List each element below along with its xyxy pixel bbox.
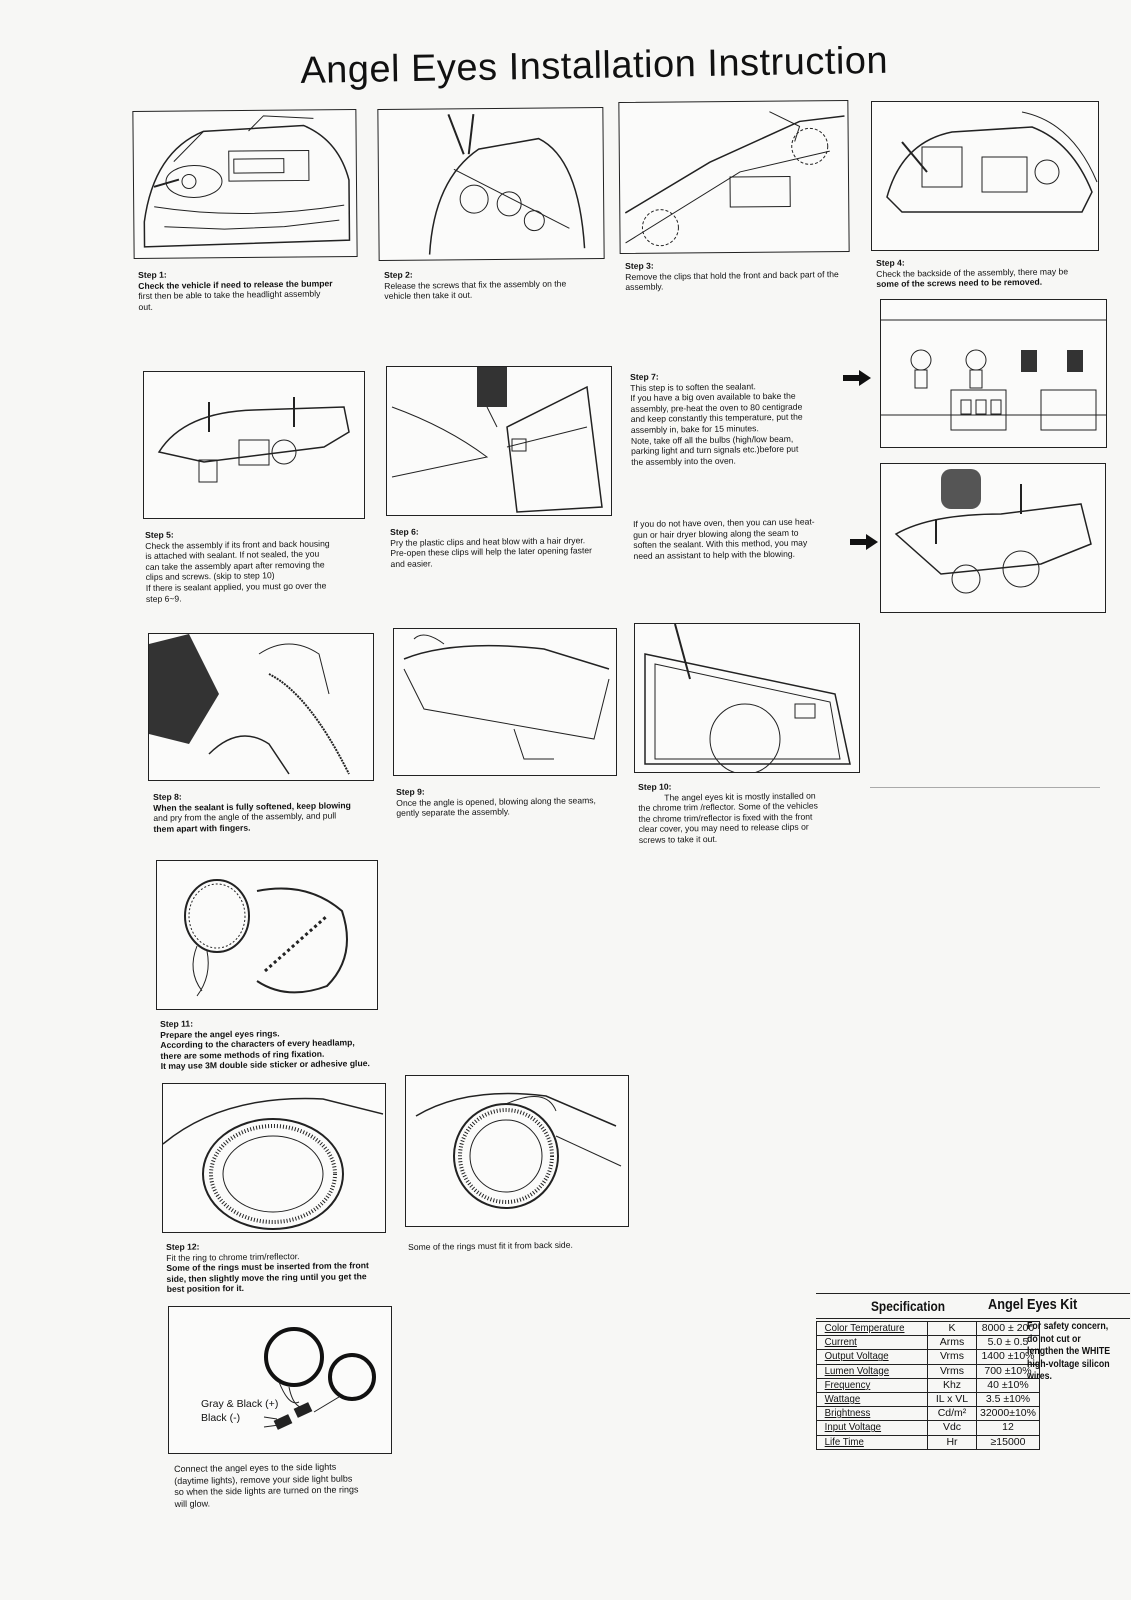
figure-step8-pull-apart [148,633,374,781]
spec-row [817,1322,1040,1336]
figure-backside-ring [405,1075,629,1227]
figure-step1-car-front [132,109,357,259]
caption-step12: Step 12: Fit the ring to chrome trim/reflector. Some of the rings must be inserted from the front side, then slightly move the ring until you get the best position for it. [166,1241,369,1295]
spec-name: Current [821,1336,923,1350]
arrow-right-icon [843,370,871,386]
spec-name: Color Temperature [821,1322,923,1336]
spec-unit: Cd/m² [928,1407,977,1421]
figure-step10-chrome-trim [634,623,860,773]
caption-step6: Step 6: Pry the plastic clips and heat blow with a hair dryer. Pre-open these clips will help the later opening faster and easier. [390,526,593,569]
spec-unit: IL x VL [928,1392,977,1406]
spec-name: Input Voltage [821,1421,923,1435]
caption-step9: Step 9: Once the angle is opened, blowing along the seams, gently separate the assembly. [396,786,596,819]
spec-row [817,1336,1040,1350]
label-gray-black: Gray & Black (+) [201,1398,279,1410]
spec-unit: Vdc [928,1421,977,1435]
spec-value: 32000±10% [977,1407,1040,1421]
caption-step10: Step 10: The angel eyes kit is mostly installed on the chrome trim /reflector. Some of the vehicles the chrome trim/reflector is fixed with the front clear cover, you may need to release clips or screws to take it out. [638,781,819,845]
spec-row [817,1421,1040,1435]
caption-step7: Step 7: This step is to soften the sealant. If you have a big oven available to bake the assembly, pre-heat the oven to 80 centigrade and keep constantly this temperature, put the assembly in, bake for 15 minutes. Note, take off all the bulbs (high/low beam, parking light and turn signals etc.)before put the assembly into the oven. [630,371,803,467]
caption-step2: Step 2: Release the screws that fix the assembly on the vehicle then take it out. [384,269,567,302]
spec-value: 8000 ± 200 [977,1322,1040,1336]
safety-warning: For safety concern, do not cut or lengthen the WHITE high-voltage silicon wires. [1027,1321,1111,1382]
spec-table [816,1321,1040,1450]
divider-line [870,787,1100,788]
document-title: Angel Eyes Installation Instruction [300,39,889,92]
spec-unit: Vrms [928,1350,977,1364]
caption-step4: Step 4: Check the backside of the assembly, there may be some of the screws need to be removed. [876,257,1069,290]
figure-step11-rings [156,860,378,1010]
figure-wiring [168,1306,392,1454]
figure-step7-bulbs [880,299,1107,448]
spec-value: 5.0 ± 0.5 [977,1336,1040,1350]
caption-step7-alt: If you do not have oven, then you can use heat- gun or hair dryer blowing along the seam to soften the sealant. With this method, you may need an assistant to help with the blowing. [633,516,815,561]
caption-step1: Step 1: Check the vehicle if need to release the bumper first then be able to take the headlight assembly out. [138,269,333,312]
spec-value: ≥15000 [977,1435,1040,1449]
spec-unit: Vrms [928,1364,977,1378]
spec-value: 700 ±10% [977,1364,1040,1378]
spec-row [817,1435,1040,1449]
spec-name: Lumen Voltage [821,1364,923,1378]
spec-row [817,1378,1040,1392]
spec-header-left: Specification [871,1298,946,1314]
spec-row [817,1392,1040,1406]
figure-step6-pry-clips [386,366,612,516]
spec-row [817,1364,1040,1378]
figure-step5-assembly-housing [143,371,365,519]
spec-row [817,1407,1040,1421]
caption-step11: Step 11: Prepare the angel eyes rings. According to the characters of every headlamp, there are some methods of ring fixation. It may use 3M double side sticker or adhesive glue. [160,1018,370,1072]
spec-name: Wattage [821,1392,923,1406]
caption-connect: Connect the angel eyes to the side lights (daytime lights), remove your side light bulbs so when the side lights are turned on the rings will glow. [174,1461,359,1509]
figure-step7-heatgun [880,463,1106,613]
caption-step3: Step 3: Remove the clips that hold the front and back part of the assembly. [625,260,839,293]
spec-name: Brightness [821,1407,923,1421]
spec-header-right: Angel Eyes Kit [988,1296,1078,1313]
spec-value: 3.5 ±10% [977,1392,1040,1406]
spec-unit: K [928,1322,977,1336]
spec-name: Frequency [821,1378,923,1392]
figure-step3-remove-clips [618,100,849,254]
spec-value: 40 ±10% [977,1378,1040,1392]
caption-backside: Some of the rings must fit it from back side. [408,1239,573,1252]
spec-unit: Khz [928,1378,977,1392]
figure-step9-separate [393,628,617,776]
caption-step5: Step 5: Check the assembly if its front and back housing is attached with sealant. If not sealed, the you can take the assembly apart after removing the clips and screws. (skip to step 10) If there is sealant applied, you must go over the step 6~9. [145,529,330,604]
spec-value: 12 [977,1421,1040,1435]
spec-row [817,1350,1040,1364]
spec-value: 1400 ±10% [977,1350,1040,1364]
figure-step2-release-screws [377,107,604,261]
figure-step4-check-backside [871,101,1099,251]
caption-step8: Step 8: When the sealant is fully softened, keep blowing and pry from the angle of the assembly, and pull them apart with fingers. [153,791,351,834]
arrow-right-icon [850,534,878,550]
spec-header [816,1293,1130,1319]
spec-name: Output Voltage [821,1350,923,1364]
spec-unit: Arms [928,1336,977,1350]
spec-unit: Hr [928,1435,977,1449]
label-black: Black (-) [201,1412,241,1424]
spec-name: Life Time [821,1435,923,1449]
figure-step12-fit-ring [162,1083,386,1233]
